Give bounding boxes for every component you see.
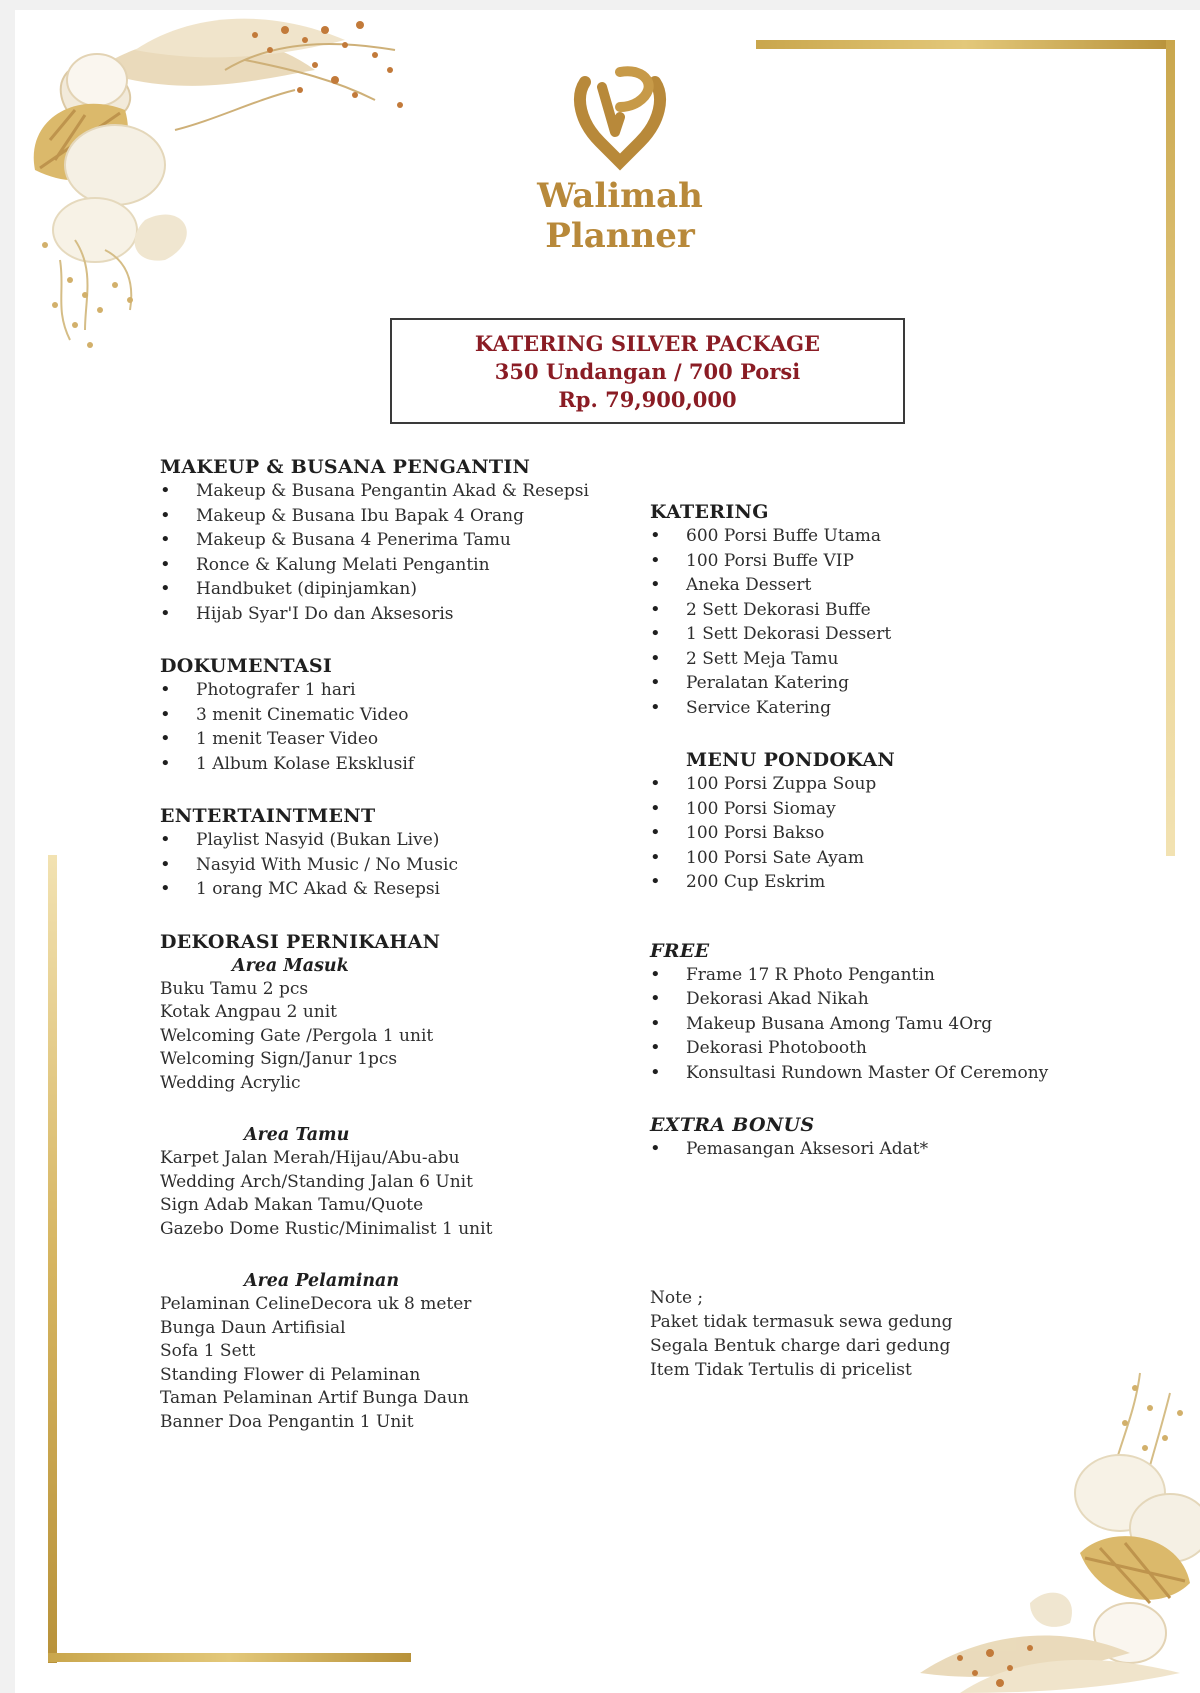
section-title-katering: KATERING (650, 501, 769, 523)
list-item: • 1 orang MC Akad & Resepsi (160, 877, 630, 902)
list-item: • 100 Porsi Siomay (650, 797, 1120, 822)
list-item: Pelaminan CelineDecora uk 8 meter (160, 1294, 472, 1314)
note-line: Segala Bentuk charge dari gedung (650, 1335, 951, 1356)
list-item: Sign Adab Makan Tamu/Quote (160, 1195, 424, 1215)
list-item: • 1 Album Kolase Eksklusif (160, 752, 630, 777)
right-column (650, 500, 1120, 1382)
list-item: • 100 Porsi Bakso (650, 821, 1120, 846)
section-title-bonus: EXTRA BONUS (650, 1114, 815, 1136)
list-item: • 600 Porsi Buffe Utama (650, 524, 1120, 549)
floral-bouquet-icon (15, 10, 455, 370)
list-item: • 2 Sett Meja Tamu (650, 647, 1120, 672)
area-masuk-title: Area Masuk (232, 955, 349, 976)
list-item: • Aneka Dessert (650, 573, 1120, 598)
note-line: Item Tidak Tertulis di pricelist (650, 1359, 912, 1380)
list-item: Welcoming Sign/Janur 1pcs (160, 1049, 398, 1069)
area-pelaminan-title: Area Pelaminan (244, 1271, 400, 1291)
list-item: • Peralatan Katering (650, 671, 1120, 696)
list-item: Taman Pelaminan Artif Bunga Daun (160, 1388, 469, 1408)
list-item: • 3 menit Cinematic Video (160, 703, 630, 728)
makeup-list (160, 479, 630, 626)
brand-logo (460, 62, 780, 256)
list-item: Buku Tamu 2 pcs (160, 978, 309, 999)
price-list-page (15, 10, 1200, 1693)
list-item: • Makeup Busana Among Tamu 4Org (650, 1012, 1120, 1037)
list-item: Sofa 1 Sett (160, 1341, 256, 1361)
list-item: Karpet Jalan Merah/Hijau/Abu-abu (160, 1148, 460, 1168)
list-item: • Playlist Nasyid (Bukan Live) (160, 828, 630, 853)
list-item: • Dekorasi Akad Nikah (650, 987, 1120, 1012)
katering-list (650, 524, 1120, 720)
area-tamu-title: Area Tamu (244, 1125, 350, 1145)
list-item: Kotak Angpau 2 unit (160, 1002, 338, 1022)
gold-frame-right (1166, 40, 1175, 856)
list-item: • Frame 17 R Photo Pengantin (650, 963, 1120, 988)
list-item: Bunga Daun Artifisial (160, 1317, 346, 1338)
list-item: • 200 Cup Eskrim (650, 870, 1120, 895)
list-item: • 100 Porsi Buffe VIP (650, 549, 1120, 574)
area-tamu-list (160, 1147, 630, 1241)
list-item: • Makeup & Busana 4 Penerima Tamu (160, 528, 630, 553)
list-item: • Konsultasi Rundown Master Of Ceremony (650, 1061, 1120, 1086)
list-item: • Nasyid With Music / No Music (160, 853, 630, 878)
list-item: Gazebo Dome Rustic/Minimalist 1 unit (160, 1218, 493, 1239)
section-title-makeup: MAKEUP & BUSANA PENGANTIN (160, 456, 531, 478)
list-item: Wedding Arch/Standing Jalan 6 Unit (160, 1171, 473, 1192)
package-title: KATERING SILVER PACKAGE (474, 331, 821, 356)
list-item: Wedding Acrylic (160, 1072, 301, 1093)
section-title-entertainment: ENTERTAINTMENT (160, 805, 376, 827)
section-title-pondokan: MENU PONDOKAN (686, 749, 896, 771)
brand-name: Walimah Planner (537, 176, 703, 256)
section-title-dokumentasi: DOKUMENTASI (160, 655, 333, 677)
list-item: • Dekorasi Photobooth (650, 1036, 1120, 1061)
gold-frame-top (756, 40, 1174, 49)
list-item: • Service Katering (650, 696, 1120, 721)
dokumentasi-list (160, 678, 630, 776)
list-item: Welcoming Gate /Pergola 1 unit (160, 1025, 434, 1046)
left-column (160, 455, 630, 1434)
list-item: • Photografer 1 hari (160, 678, 630, 703)
package-price: Rp. 79,900,000 (558, 387, 737, 412)
list-item: Banner Doa Pengantin 1 Unit (160, 1411, 414, 1432)
list-item: • Makeup & Busana Pengantin Akad & Resepsi (160, 479, 630, 504)
note-line: Paket tidak termasuk sewa gedung (650, 1311, 953, 1332)
bonus-list (650, 1137, 1120, 1162)
area-pelaminan-list (160, 1293, 630, 1434)
list-item: • Hijab Syar'I Do dan Aksesoris (160, 602, 630, 627)
list-item: • 1 menit Teaser Video (160, 727, 630, 752)
list-item: • Makeup & Busana Ibu Bapak 4 Orang (160, 504, 630, 529)
list-item: • Pemasangan Aksesori Adat* (650, 1137, 1120, 1162)
pondokan-list (650, 772, 1120, 895)
list-item: • 2 Sett Dekorasi Buffe (650, 598, 1120, 623)
free-list (650, 963, 1120, 1086)
gold-frame-bottom (48, 1653, 411, 1662)
section-title-free: FREE (650, 939, 710, 962)
list-item: • Ronce & Kalung Melati Pengantin (160, 553, 630, 578)
list-item: • 1 Sett Dekorasi Dessert (650, 622, 1120, 647)
list-item: • Handbuket (dipinjamkan) (160, 577, 630, 602)
entertainment-list (160, 828, 630, 902)
list-item: Standing Flower di Pelaminan (160, 1364, 421, 1385)
package-subtitle: 350 Undangan / 700 Porsi (494, 359, 801, 384)
note-label: Note ; (650, 1287, 704, 1308)
floral-bouquet-icon (880, 1353, 1200, 1693)
section-title-dekorasi: DEKORASI PERNIKAHAN (160, 930, 441, 953)
gold-frame-left (48, 855, 57, 1663)
wp-monogram-icon (560, 62, 680, 172)
area-masuk-list (160, 978, 630, 1096)
package-box (390, 318, 905, 424)
list-item: • 100 Porsi Zuppa Soup (650, 772, 1120, 797)
list-item: • 100 Porsi Sate Ayam (650, 846, 1120, 871)
